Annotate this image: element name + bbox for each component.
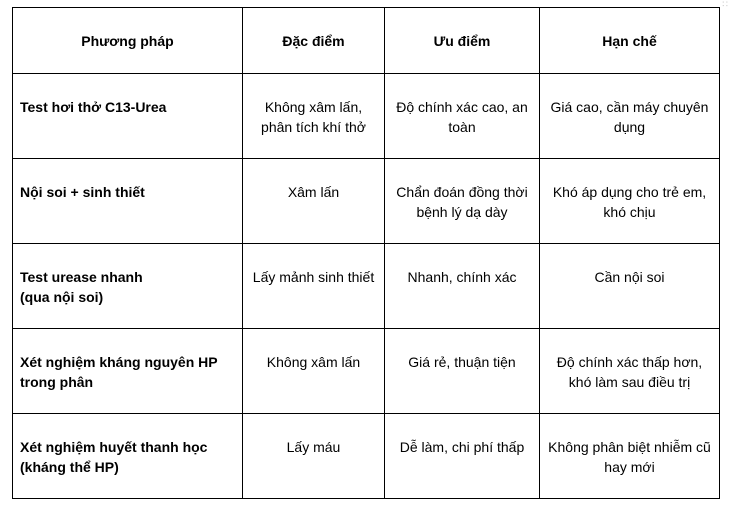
header-characteristics: Đặc điểm [243, 8, 385, 74]
header-method: Phương pháp [13, 8, 243, 74]
method-name-cell: Test hơi thở C13-Urea [13, 74, 243, 159]
table-row [13, 159, 720, 244]
table-row [13, 414, 720, 499]
method-name-cell: Nội soi + sinh thiết [13, 159, 243, 244]
header-advantages: Ưu điểm [385, 8, 540, 74]
table-row [13, 244, 720, 329]
table-header-row [13, 8, 720, 74]
characteristics-cell: Không xâm lấn [243, 329, 385, 414]
characteristics-cell: Lấy máu [243, 414, 385, 499]
advantages-cell: Chẩn đoán đồng thời bệnh lý dạ dày [385, 159, 540, 244]
limitations-cell: Độ chính xác thấp hơn, khó làm sau điều trị [540, 329, 720, 414]
advantages-cell: Nhanh, chính xác [385, 244, 540, 329]
table-row [13, 329, 720, 414]
method-name-cell: Xét nghiệm kháng nguyên HP trong phân [13, 329, 243, 414]
characteristics-cell: Lấy mảnh sinh thiết [243, 244, 385, 329]
table-row [13, 74, 720, 159]
limitations-cell: Cần nội soi [540, 244, 720, 329]
limitations-cell: Giá cao, cần máy chuyên dụng [540, 74, 720, 159]
method-name-cell: Test urease nhanh (qua nội soi) [13, 244, 243, 329]
characteristics-cell: Không xâm lấn, phân tích khí thở [243, 74, 385, 159]
limitations-cell: Không phân biệt nhiễm cũ hay mới [540, 414, 720, 499]
limitations-cell: Khó áp dụng cho trẻ em, khó chịu [540, 159, 720, 244]
advantages-cell: Độ chính xác cao, an toàn [385, 74, 540, 159]
more-options-icon: ∷ [722, 0, 729, 9]
advantages-cell: Dễ làm, chi phí thấp [385, 414, 540, 499]
advantages-cell: Giá rẻ, thuận tiện [385, 329, 540, 414]
method-name-cell: Xét nghiệm huyết thanh học (kháng thể HP) [13, 414, 243, 499]
characteristics-cell: Xâm lấn [243, 159, 385, 244]
hp-test-methods-table [12, 7, 720, 499]
header-limitations: Hạn chế [540, 8, 720, 74]
